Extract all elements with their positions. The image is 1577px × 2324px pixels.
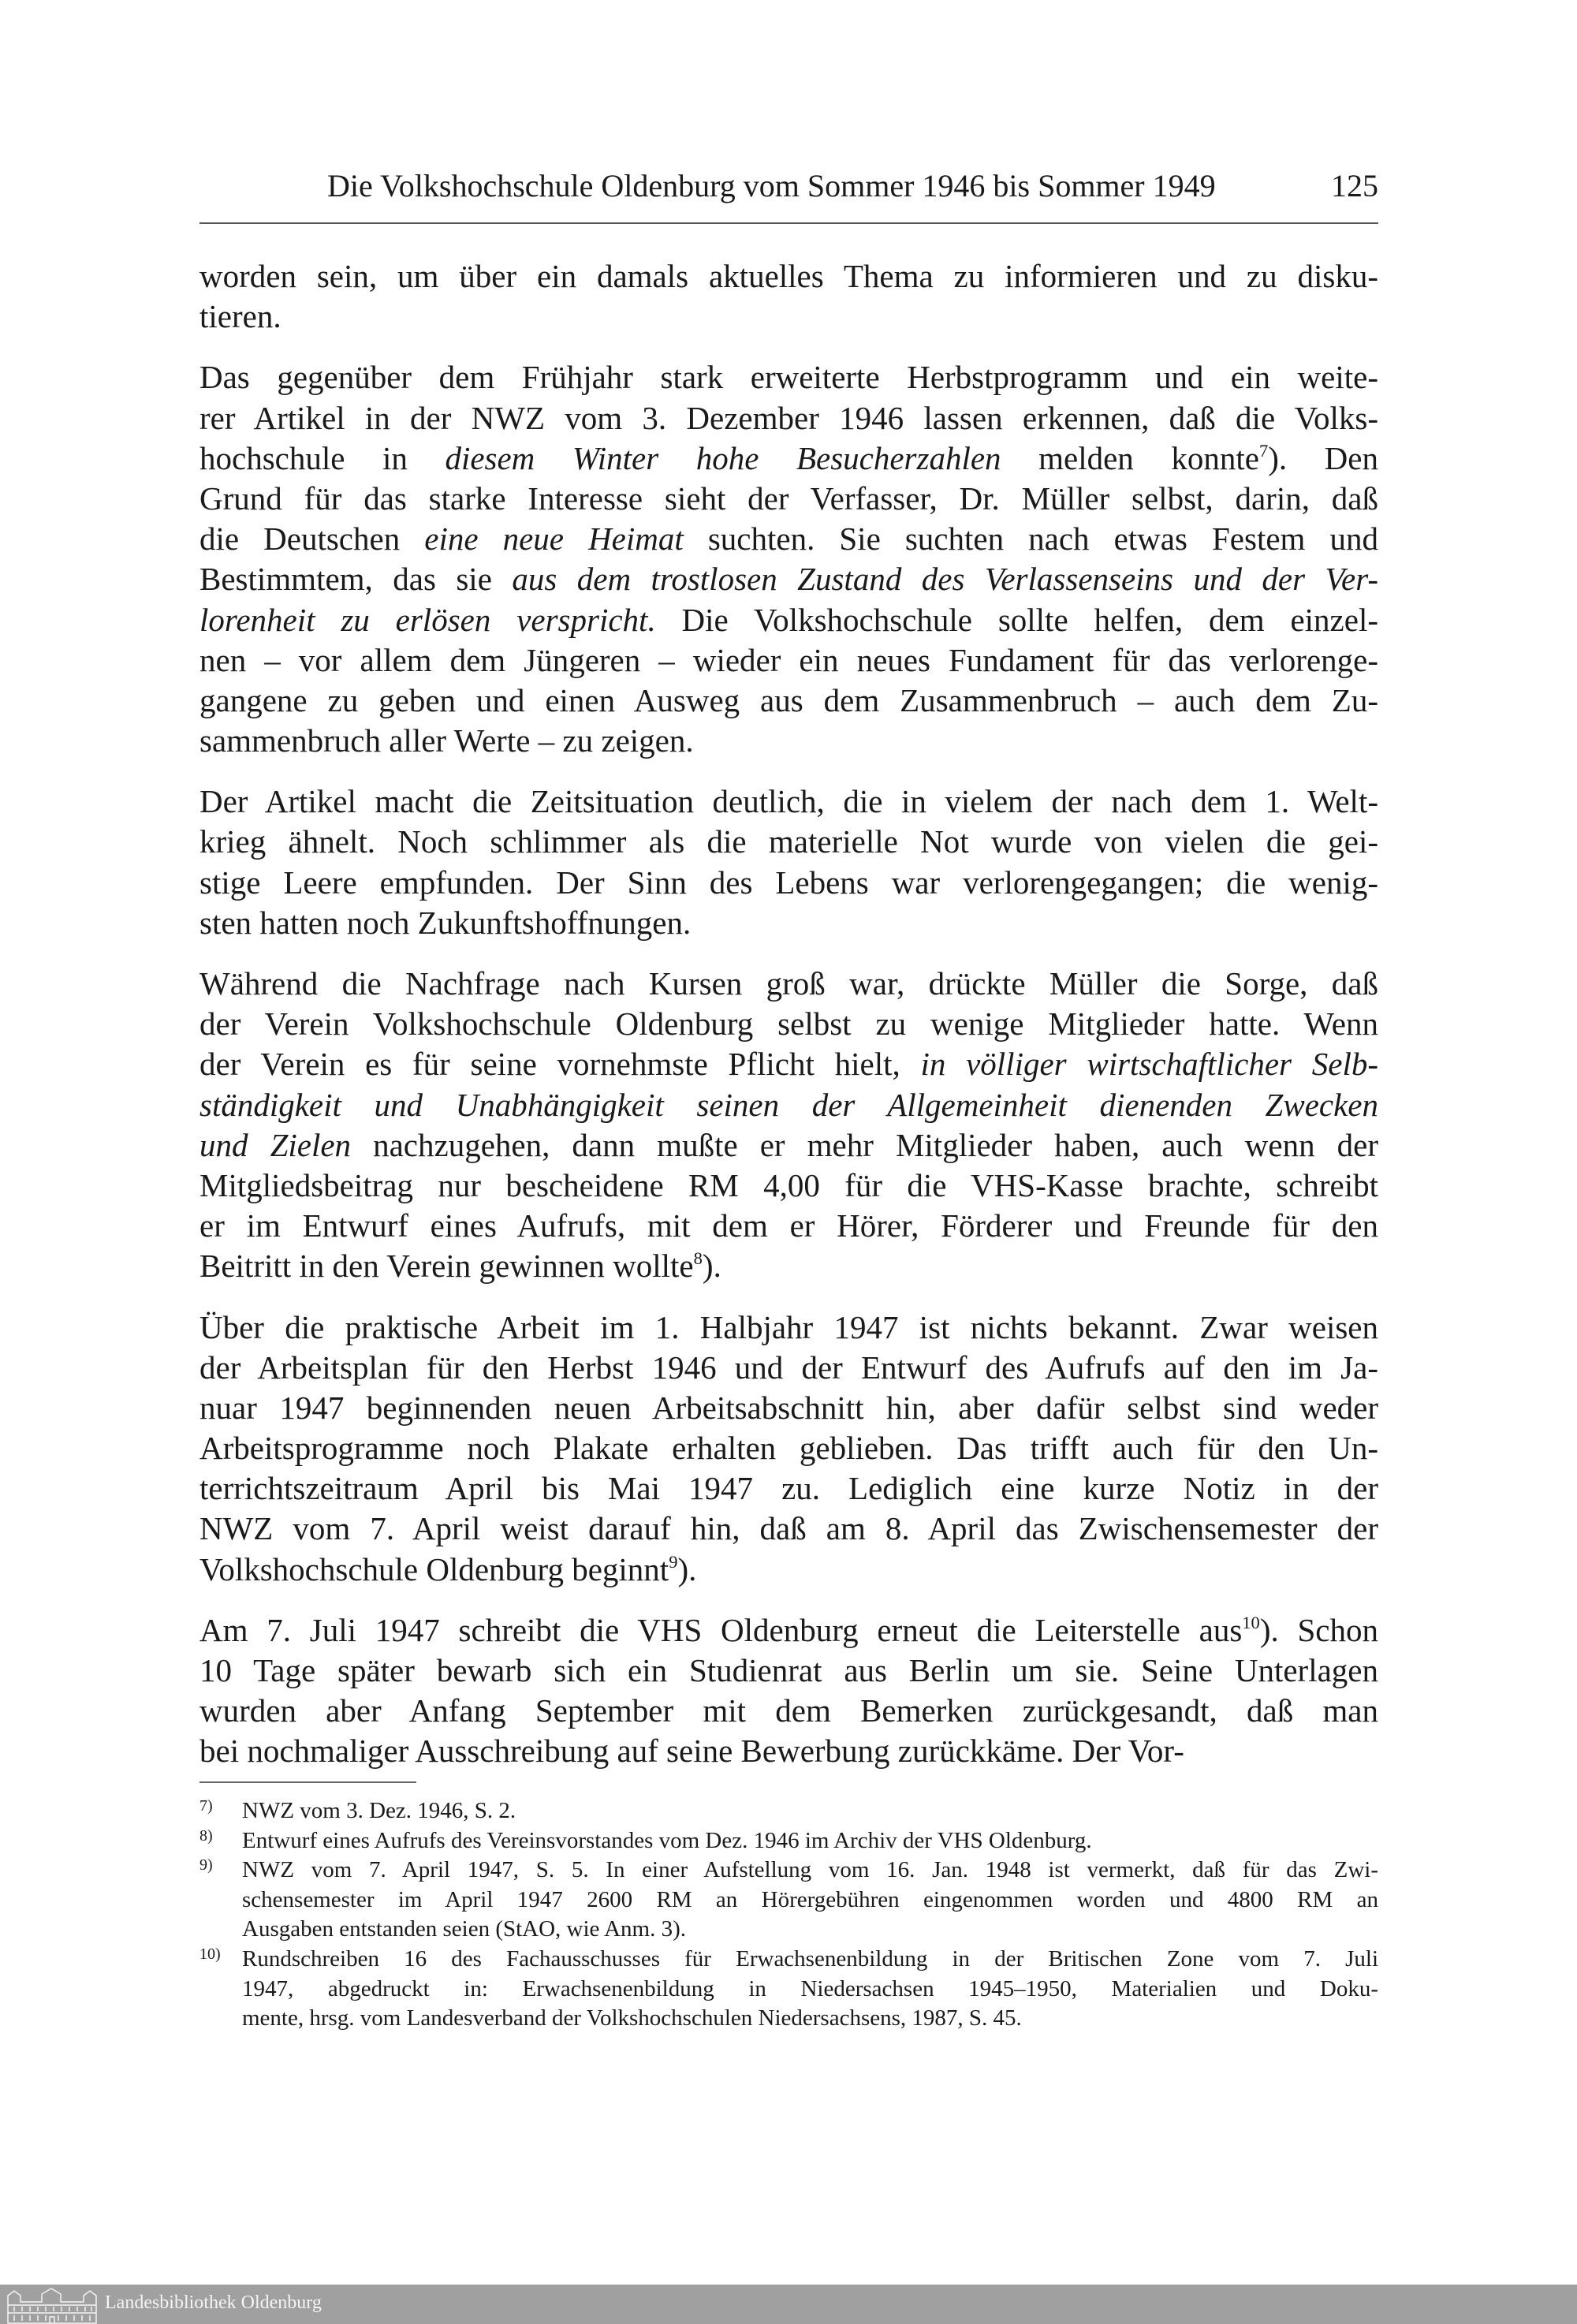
- text-line: [199, 1651, 1378, 1691]
- text-run: 10 Tage später bewarb sich ein Studienrat aus Berlin um sie. Seine Unterlagen: [199, 1652, 1378, 1688]
- text-run: sten hatten noch Zukunftshoffnungen.: [199, 904, 692, 941]
- text-line: [199, 1388, 1378, 1428]
- text-run: Über die praktische Arbeit im 1. Halbjahr 1947 ist nichts bekannt. Zwar weisen: [199, 1308, 1378, 1345]
- text-line: [199, 600, 1378, 640]
- paragraph: [199, 1610, 1378, 1772]
- text-line: [199, 1246, 1378, 1286]
- text-line: [199, 1004, 1378, 1044]
- text-line: [199, 1307, 1378, 1348]
- text-line: [199, 1206, 1378, 1246]
- text-run: nachzugehen, dann mußte er mehr Mitglieder haben, auch wenn der: [351, 1126, 1378, 1163]
- italic-text: diesem Winter hohe Besucherzahlen: [445, 439, 1001, 476]
- footnote-number: 7): [199, 1797, 213, 1815]
- italic-text: und Zielen: [199, 1126, 352, 1163]
- text-line: [199, 1468, 1378, 1509]
- text-run: bei nochmaliger Ausschreibung auf seine Bewerbung zurückkäme. Der Vor-: [199, 1733, 1184, 1770]
- text-run: ). Schon: [1259, 1611, 1378, 1648]
- text-run: hochschule in: [199, 439, 446, 476]
- text-line: [199, 903, 1378, 943]
- text-run: Volkshochschule Oldenburg beginnt: [199, 1550, 669, 1587]
- text-run: stige Leere empfunden. Der Sinn des Lebens war verlorengegangen; die wenig-: [199, 864, 1378, 901]
- text-line: [199, 479, 1378, 519]
- text-line: [199, 681, 1378, 721]
- text-run: nen – vor allem dem Jüngeren – wieder ein neues Fundament für das verlorenge-: [199, 641, 1378, 678]
- paragraph: [199, 357, 1378, 761]
- text-line: [199, 1731, 1378, 1771]
- italic-text: lorenheit zu erlösen verspricht.: [199, 601, 656, 638]
- text-line: [199, 721, 1378, 761]
- text-line: [199, 1044, 1378, 1084]
- text-run: rer Artikel in der NWZ vom 3. Dezember 1946 lassen erkennen, daß die Volks-: [199, 399, 1378, 436]
- footnote-line: NWZ vom 7. April 1947, S. 5. In einer Aufstellung vom 16. Jan. 1948 ist vermerkt, daß für das Zwi-: [242, 1857, 1378, 1883]
- footnote-reference: 9: [669, 1551, 678, 1572]
- footnote-line: NWZ vom 3. Dez. 1946, S. 2.: [242, 1798, 516, 1823]
- running-header: [199, 167, 1378, 208]
- text-line: [199, 1691, 1378, 1731]
- text-run: er im Entwurf eines Aufrufs, mit dem er Hörer, Förderer und Freunde für den: [199, 1207, 1378, 1244]
- footnote: [199, 1856, 1378, 1945]
- italic-text: aus dem trostlosen Zustand des Verlassenseins und der Ver-: [512, 561, 1378, 598]
- footnote-line: Ausgaben entstanden seien (StAO, wie Anm. 3).: [242, 1916, 686, 1942]
- text-run: NWZ vom 7. April weist darauf hin, daß am 8. April das Zwischensemester der: [199, 1510, 1378, 1547]
- footnote-rule: [199, 1781, 416, 1783]
- paragraph: [199, 1307, 1378, 1590]
- footnote-reference: 7: [1258, 440, 1269, 461]
- text-line: [199, 863, 1378, 903]
- text-run: Während die Nachfrage nach Kursen groß war, drückte Müller die Sorge, daß: [199, 965, 1378, 1002]
- text-line: [199, 438, 1378, 479]
- footnote: [199, 1826, 1378, 1856]
- text-run: der Verein Volkshochschule Oldenburg selbst zu wenige Mitglieder hatte. Wenn: [199, 1005, 1378, 1043]
- library-name: Landesbibliothek Oldenburg: [105, 2292, 322, 2313]
- text-line: [199, 256, 1378, 297]
- footnote-line: Entwurf eines Aufrufs des Vereinsvorstandes vom Dez. 1946 im Archiv der VHS Oldenburg.: [242, 1827, 1092, 1853]
- text-line: [199, 1610, 1378, 1651]
- text-line: [199, 357, 1378, 397]
- text-line: [199, 964, 1378, 1004]
- text-run: der Arbeitsplan für den Herbst 1946 und der Entwurf des Aufrufs auf den im Ja-: [199, 1349, 1378, 1386]
- footnote-line: mente, hrsg. vom Landesverband der Volkshochschulen Niedersachsens, 1987, S. 45.: [242, 2005, 1022, 2031]
- text-run: krieg ähnelt. Noch schlimmer als die materielle Not wurde von vielen die gei-: [199, 823, 1378, 860]
- italic-text: ständigkeit und Unabhängigkeit seinen der Allgemeinheit dienenden Zwecken: [199, 1086, 1378, 1123]
- text-line: [199, 1166, 1378, 1206]
- text-run: Bestimmtem, das sie: [199, 561, 513, 598]
- footnote: [199, 1945, 1378, 2034]
- text-run: worden sein, um über ein damals aktuelles Thema zu informieren und zu disku-: [199, 258, 1378, 294]
- text-run: Am 7. Juli 1947 schreibt die VHS Oldenburg erneut die Leiterstelle aus: [199, 1611, 1243, 1648]
- footnote-line: Rundschreiben 16 des Fachausschusses für Erwachsenenbildung in der Britischen Zone vom 7. Juli: [242, 1945, 1378, 1971]
- footnote-reference: 10: [1242, 1613, 1260, 1633]
- text-run: tieren.: [199, 298, 281, 335]
- body-text: [199, 256, 1378, 1792]
- footnote-line: 1947, abgedruckt in: Erwachsenenbildung in Niedersachsen 1945–1950, Materialien und Doku-: [242, 1975, 1378, 2001]
- footnote: [199, 1796, 1378, 1826]
- text-run: Mitgliedsbeitrag nur bescheidene RM 4,00 für die VHS-Kasse brachte, schreibt: [199, 1166, 1378, 1203]
- paragraph: [199, 964, 1378, 1287]
- text-run: suchten. Sie suchten nach etwas Festem und: [683, 520, 1378, 558]
- text-line: [199, 782, 1378, 822]
- page-number: 125: [1331, 168, 1378, 203]
- text-run: der Verein es für seine vornehmste Pflicht hielt,: [199, 1046, 921, 1083]
- text-run: Arbeitsprogramme noch Plakate erhalten geblieben. Das trifft auch für den Un-: [199, 1430, 1378, 1467]
- text-line: [199, 1550, 1378, 1590]
- text-line: [199, 398, 1378, 438]
- text-line: [199, 1125, 1378, 1166]
- text-run: ).: [677, 1550, 697, 1587]
- text-run: gangene zu geben und einen Ausweg aus dem Zusammenbruch – auch dem Zu-: [199, 681, 1378, 718]
- text-line: [199, 559, 1378, 599]
- footnote-line: schensemester im April 1947 2600 RM an Hörergebühren eingenommen worden und 4800 RM an: [242, 1886, 1378, 1912]
- header-rule: [199, 222, 1378, 224]
- text-line: [199, 519, 1378, 559]
- text-line: [199, 1509, 1378, 1549]
- text-line: [199, 1085, 1378, 1125]
- text-run: Das gegenüber dem Frühjahr stark erweiterte Herbstprogramm und ein weite-: [199, 359, 1378, 396]
- text-run: nuar 1947 beginnenden neuen Arbeitsabschnitt hin, aber dafür selbst sind weder: [199, 1389, 1378, 1426]
- text-line: [199, 822, 1378, 862]
- footnotes: [199, 1796, 1378, 2034]
- paragraph: [199, 782, 1378, 943]
- italic-text: in völliger wirtschaftlicher Selb-: [920, 1046, 1378, 1083]
- text-line: [199, 297, 1378, 337]
- text-run: Der Artikel macht die Zeitsituation deutlich, die in vielem der nach dem 1. Welt-: [199, 783, 1378, 820]
- text-run: die Deutschen: [199, 520, 425, 558]
- text-run: ).: [702, 1248, 721, 1285]
- text-line: [199, 1348, 1378, 1388]
- footnote-number: 10): [199, 1945, 221, 1963]
- text-run: sammenbruch aller Werte – zu zeigen.: [199, 722, 694, 759]
- paragraph: [199, 256, 1378, 337]
- text-run: Beitritt in den Verein gewinnen wollte: [199, 1248, 694, 1285]
- footnote-number: 9): [199, 1856, 213, 1874]
- text-line: [199, 1428, 1378, 1468]
- footnote-reference: 8: [693, 1248, 703, 1269]
- footnote-number: 8): [199, 1826, 213, 1845]
- library-footer-bar: [0, 2285, 1577, 2324]
- text-run: melden konnte: [1001, 439, 1259, 476]
- text-run: Grund für das starke Interesse sieht der Verfasser, Dr. Müller selbst, darin, daß: [199, 479, 1378, 517]
- text-line: [199, 640, 1378, 681]
- text-run: terrichtszeitraum April bis Mai 1947 zu. Lediglich eine kurze Notiz in der: [199, 1470, 1378, 1507]
- text-run: wurden aber Anfang September mit dem Bemerken zurückgesandt, daß man: [199, 1692, 1378, 1729]
- text-run: ). Den: [1268, 439, 1378, 476]
- text-run: Die Volkshochschule sollte helfen, dem einzel-: [655, 601, 1378, 638]
- running-title: Die Volkshochschule Oldenburg vom Sommer 1946 bis Sommer 1949: [327, 168, 1216, 203]
- italic-text: eine neue Heimat: [424, 520, 684, 558]
- library-building-logo-icon: [6, 2286, 97, 2324]
